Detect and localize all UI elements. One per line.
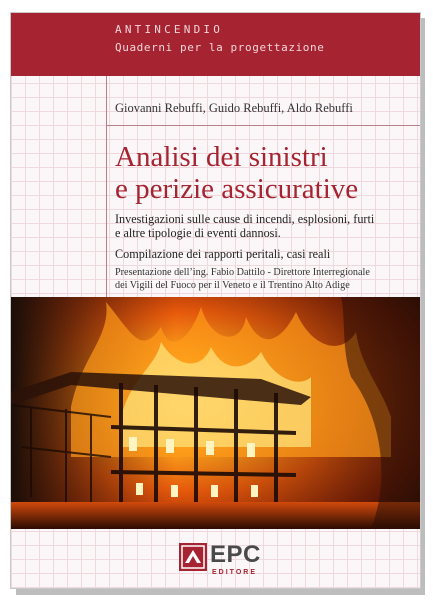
vertical-rule — [106, 76, 107, 312]
description-line-1: Investigazioni sulle cause di incendi, esplosioni, furti — [115, 212, 375, 226]
publisher-logo-icon — [179, 543, 207, 571]
series-name: ANTINCENDIO — [115, 23, 224, 36]
presentation-line-1: Presentazione dell’ing. Fabio Dattilo - Direttore Interregionale — [115, 267, 370, 278]
description — [115, 212, 415, 240]
presentation-note — [115, 267, 420, 292]
description-line-2: e altre tipologie di eventi dannosi. — [115, 226, 281, 240]
publisher-name: EPC — [210, 541, 261, 568]
presentation-line-2: dei Vigili del Fuoco per il Veneto e il Trentino Alto Adige — [115, 279, 350, 291]
publisher-logo — [179, 541, 269, 585]
title-line-2: e perizie assicurative — [115, 173, 359, 205]
series-band — [11, 13, 420, 76]
title-line-1: Analisi dei sinistri — [115, 141, 328, 173]
book-title — [115, 141, 415, 205]
series-subtitle: Quaderni per la progettazione — [115, 41, 325, 54]
authors: Giovanni Rebuffi, Guido Rebuffi, Aldo Rebuffi — [115, 101, 353, 115]
subtitle-compilation: Compilazione dei rapporti peritali, casi reali — [115, 247, 331, 261]
book-cover — [10, 12, 421, 589]
horizontal-rule — [106, 125, 421, 126]
fire-photo — [11, 297, 421, 529]
publisher-sub: EDITORE — [212, 569, 257, 576]
